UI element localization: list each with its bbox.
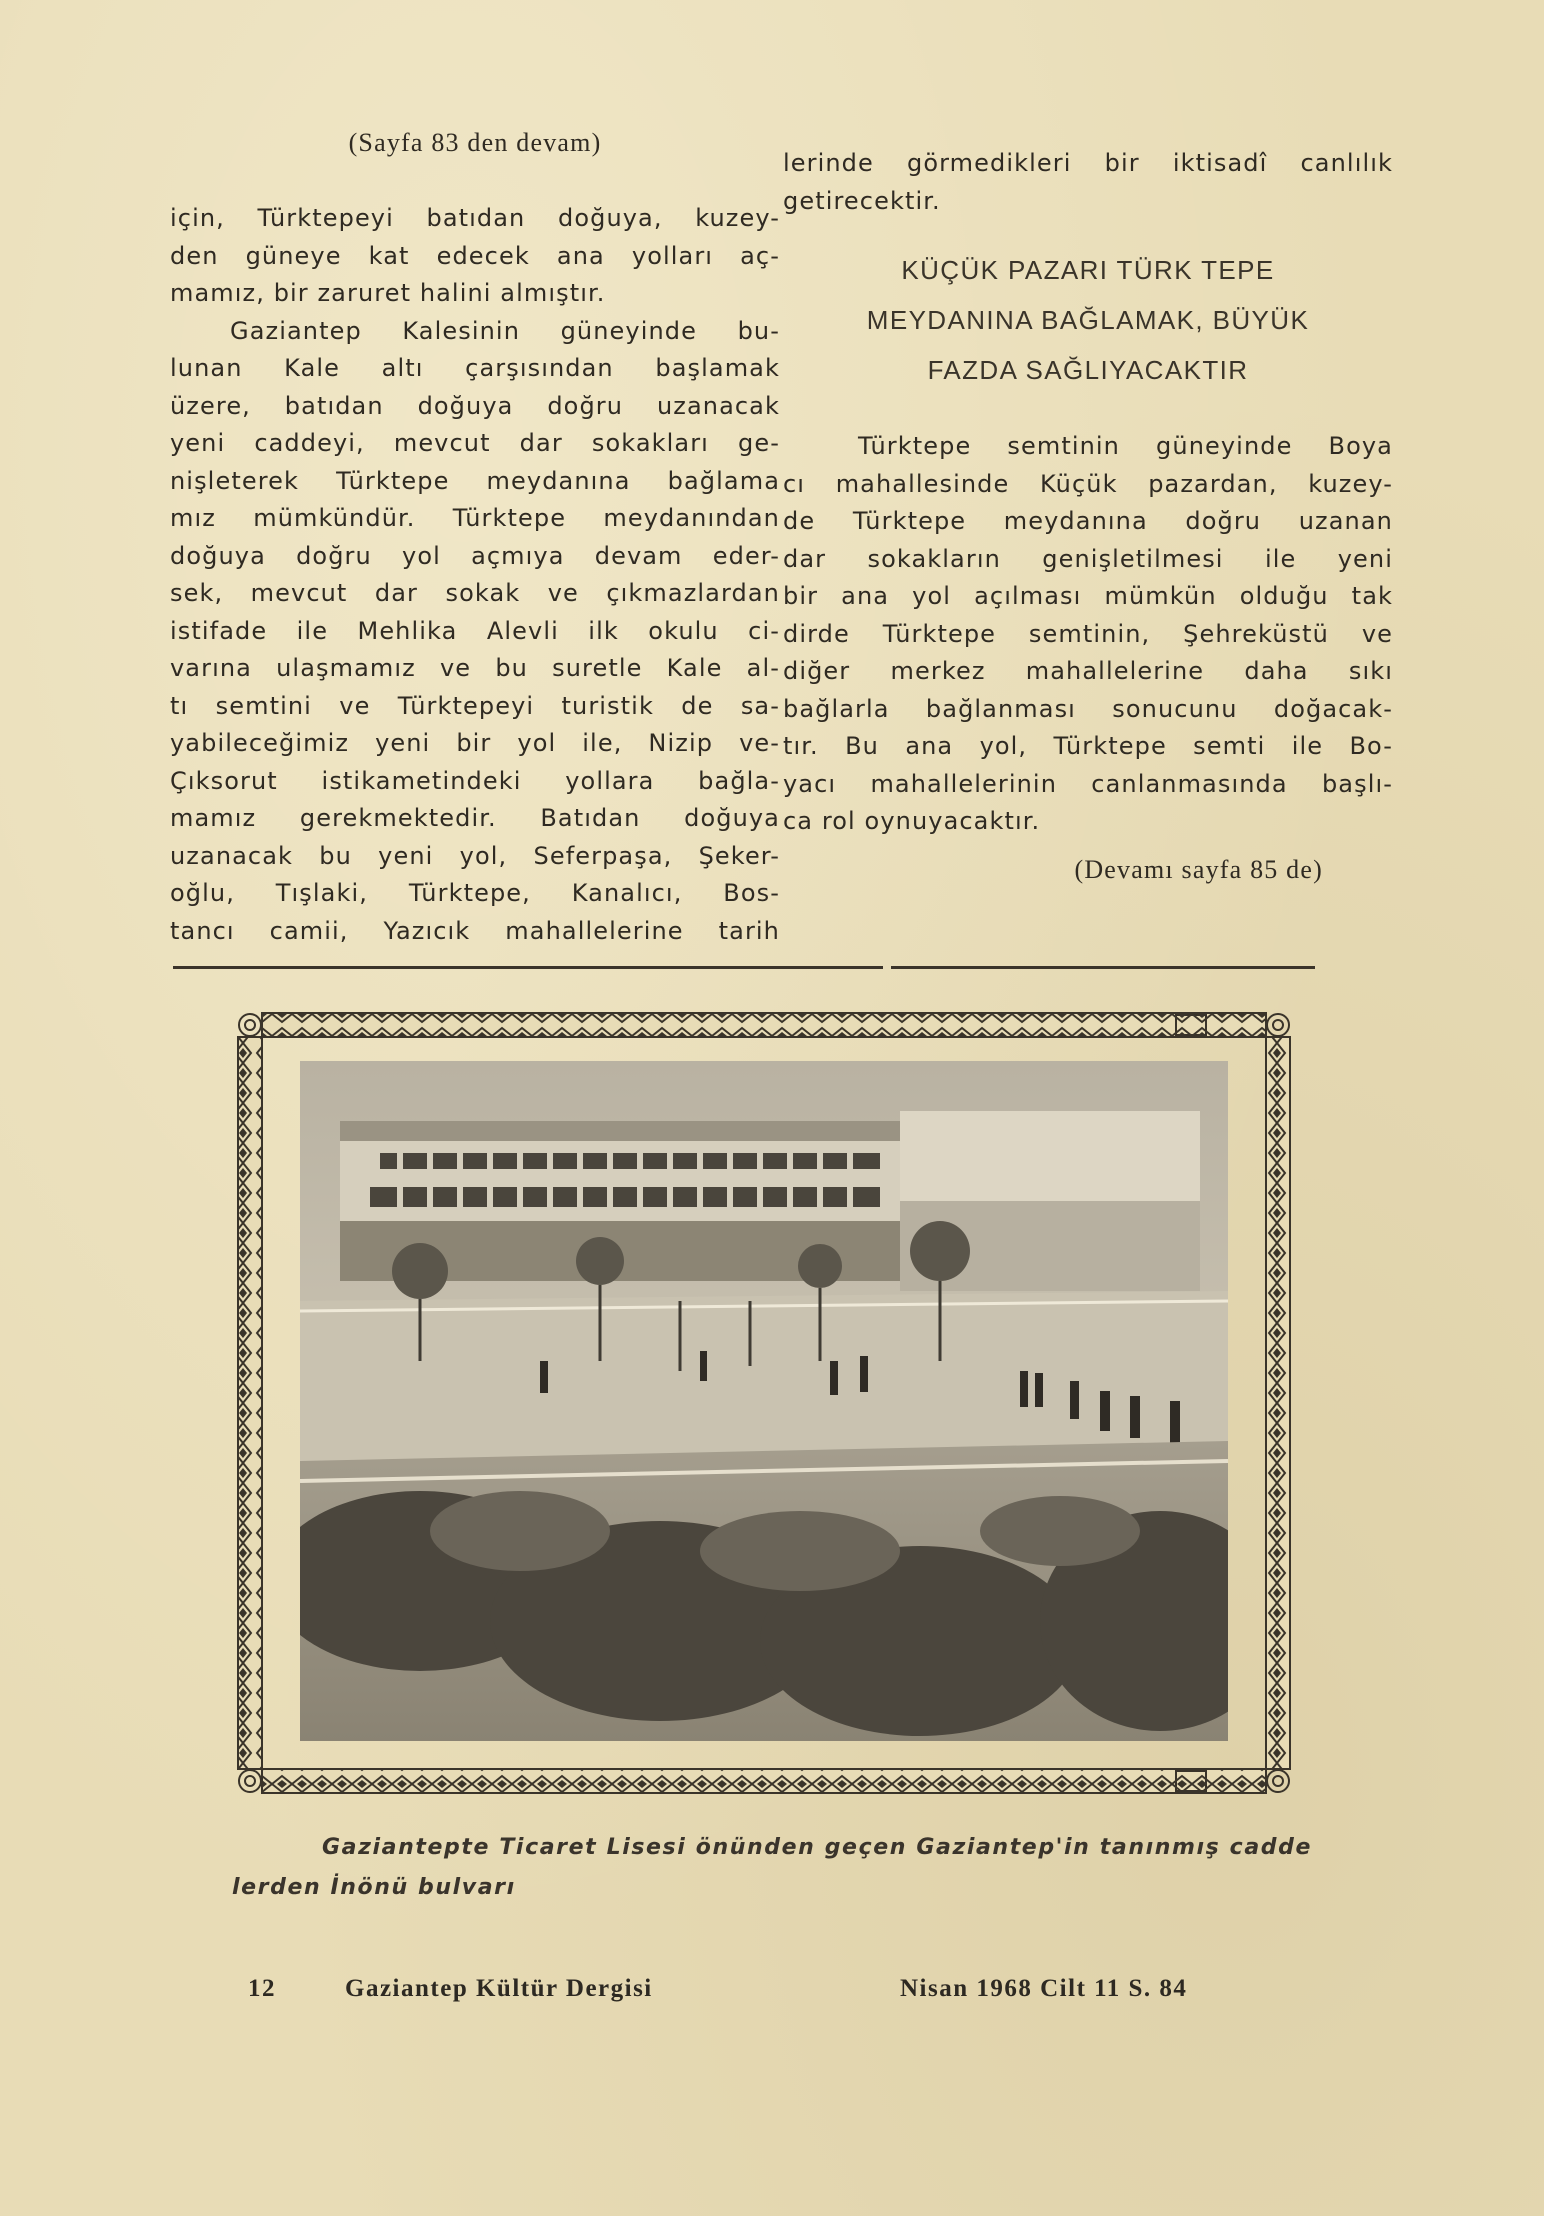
text-line: mamız, bir zaruret halini almıştır. (170, 279, 606, 307)
text-line: yeni caddeyi, mevcut dar sokakları ge- (170, 429, 780, 457)
text-line: nişleterek Türktepe meydanına bağlama (170, 466, 780, 495)
right-text-top (783, 145, 1393, 220)
text-line: uzanacak bu yeni yol, Seferpaşa, Şeker- (170, 841, 780, 870)
photo-caption (232, 1828, 1312, 1908)
text-line: mız mümkündür. Türktepe meydanından (170, 504, 780, 532)
text-line: Çıksorut istikametindeki yollara bağla- (170, 766, 780, 795)
right-text-body (783, 428, 1393, 841)
text-line: dirde Türktepe semtinin, Şehreküstü ve (783, 619, 1393, 648)
text-line: oğlu, Tışlaki, Türktepe, Kanalıcı, Bos- (170, 879, 780, 907)
heading-line: FAZDA SAĞLIYACAKTIR (927, 355, 1249, 385)
text-line: yabileceğimiz yeni bir yol ile, Nizip ve- (170, 729, 780, 757)
text-line: mamız gerekmektedir. Batıdan doğuya (170, 804, 780, 832)
text-line: diğer merkez mahallelerine daha sıkı (783, 657, 1393, 685)
section-heading (783, 245, 1393, 395)
text-line: bağlarla bağlanması sonucunu doğacak- (783, 694, 1393, 723)
text-line: için, Türktepeyi batıdan doğuya, kuzey- (170, 204, 780, 232)
text-line: tı semtini ve Türktepeyi turistik de sa- (170, 691, 780, 720)
text-line: yacı mahallelerinin canlanmasında başlı- (783, 769, 1393, 798)
text-line: istifade ile Mehlika Alevli ilk okulu ci- (170, 616, 780, 645)
divider-rule (891, 966, 1315, 969)
caption-line: lerden İnönü bulvarı (232, 1875, 516, 1900)
page-number: 12 (248, 1975, 276, 2002)
journal-title: Gaziantep Kültür Dergisi (345, 1975, 653, 2002)
street-photograph (300, 1061, 1228, 1741)
text-line: varına ulaşmamız ve bu suretle Kale al- (170, 654, 780, 682)
text-line: lerinde görmedikleri bir iktisadî canlılık (783, 149, 1393, 177)
text-line: den güneye kat edecek ana yolları aç- (170, 241, 780, 270)
caption-line: Gaziantepte Ticaret Lisesi önünden geçen Gaziantep'in tanınmış cadde (322, 1835, 1312, 1860)
text-line: ca rol oynuyacaktır. (783, 807, 1041, 835)
text-line: cı mahallesinde Küçük pazardan, kuzey- (783, 469, 1393, 498)
text-line: getirecektir. (783, 186, 941, 215)
text-line: üzere, batıdan doğuya doğru uzanacak (170, 391, 780, 420)
heading-line: KÜÇÜK PAZARI TÜRK TEPE (901, 255, 1275, 285)
text-line: tancı camii, Yazıcık mahallelerine tarih (170, 916, 780, 945)
heading-line: MEYDANINA BAĞLAMAK, BÜYÜK (866, 305, 1310, 335)
issue-info: Nisan 1968 Cilt 11 S. 84 (900, 1975, 1188, 2002)
continued-to-note: (Devamı sayfa 85 de) (1074, 855, 1323, 884)
divider-rule (173, 966, 883, 969)
text-line: bir ana yol açılması mümkün olduğu tak (783, 582, 1393, 610)
photo-frame (232, 1003, 1296, 1803)
text-line: doğuya doğru yol açmıya devam eder- (170, 541, 780, 570)
text-line: lunan Kale altı çarşısından başlamak (170, 354, 780, 382)
text-line: tır. Bu ana yol, Türktepe semti ile Bo- (783, 732, 1393, 760)
continued-from-note: (Sayfa 83 den devam) (348, 128, 602, 157)
photo-illustration (300, 1061, 1228, 1741)
text-line: Gaziantep Kalesinin güneyinde bu- (230, 316, 780, 345)
text-line: Türktepe semtinin güneyinde Boya (858, 432, 1393, 460)
text-line: dar sokakların genişletilmesi ile yeni (783, 544, 1393, 573)
left-text-column (170, 200, 780, 950)
text-line: de Türktepe meydanına doğru uzanan (783, 507, 1393, 535)
text-line: sek, mevcut dar sokak ve çıkmazlardan (170, 579, 780, 607)
